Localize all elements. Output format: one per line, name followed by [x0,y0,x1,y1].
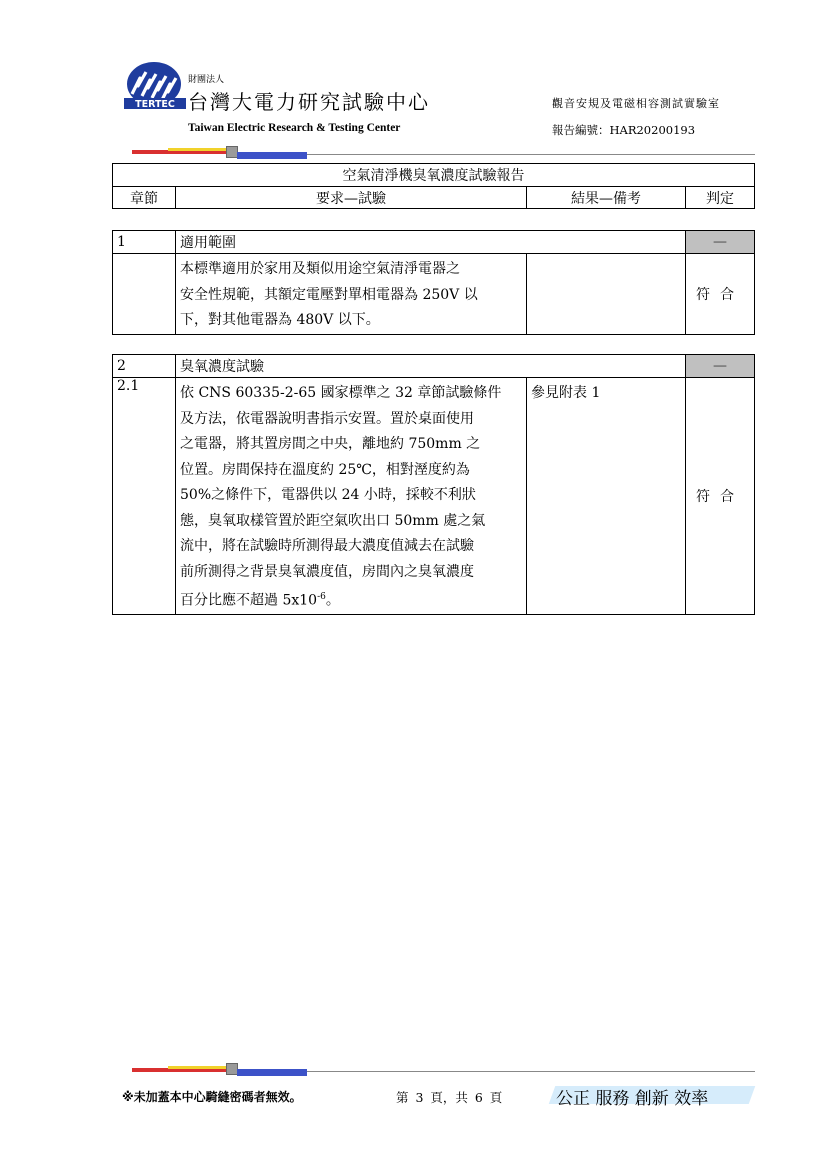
footer-note: ※未加蓋本中心騎縫密碼者無效。 [122,1090,302,1104]
org-label-small: 財團法人 [188,75,225,85]
result-cell [527,254,686,335]
column-header-section: 章節 [113,187,176,209]
text-line: 依 CNS 60335-2-65 國家標準之 32 章節試驗條件 [180,385,502,401]
section-title: 適用範圍 [176,231,686,254]
org-name-chinese: 台灣大電力研究試驗中心 [188,90,430,114]
section-table [112,354,755,615]
section-number: 1 [113,231,176,254]
requirement-text [176,378,527,615]
text-line: 安全性規範，其額定電壓對單相電器為 250V 以 [180,286,478,303]
report-title: 空氣清淨機臭氧濃度試驗報告 [113,164,755,187]
text-line: 及方法，依電器說明書指示安置。置於桌面使用 [180,410,474,427]
text-line: 之電器，將其置房間之中央，離地約 750mm 之 [180,436,481,452]
result-cell: 參見附表 1 [527,378,686,615]
motto: 公正 服務 創新 效率 [556,1089,709,1109]
status-badge: — [686,355,755,378]
logo-text: TERTEC [135,99,175,110]
text-line: 下，對其他電器為 480V 以下。 [180,312,380,328]
limit-text: 百分比應不超過 5x10 [180,592,318,609]
tertec-logo [124,62,188,110]
report-number: 報告編號：HAR20200193 [552,123,696,137]
lab-name: 觀音安規及電磁相容測試實驗室 [552,97,720,110]
verdict-cell: 符合 [686,378,755,615]
section-table [112,230,755,335]
column-header-result: 結果—備考 [527,187,686,209]
text-line: 50%之條件下，電器供以 24 小時，採較不利狀 [180,487,476,503]
text-line: 位置。房間保持在溫度約 25℃，相對溼度約為 [180,461,470,478]
limit-suffix: 。 [325,592,340,609]
text-line: 流中，將在試驗時所測得最大濃度值減去在試驗 [180,538,474,554]
row-number [113,254,176,335]
text-line: 本標準適用於家用及類似用途空氣清淨電器之 [180,261,460,277]
page-number: 第 3 頁，共 6 頁 [396,1090,503,1105]
report-title-table [112,163,755,209]
text-line [180,585,522,614]
column-header-verdict: 判定 [686,187,755,209]
section-number: 2 [113,355,176,378]
requirement-text [176,254,527,335]
verdict-cell: 符合 [686,254,755,335]
text-line: 態，臭氧取樣管置於距空氣吹出口 50mm 處之氣 [180,512,486,529]
limit-exponent: -6 [317,592,326,602]
status-badge: — [686,231,755,254]
section-title: 臭氧濃度試驗 [176,355,686,378]
column-header-requirement: 要求—試驗 [176,187,527,209]
org-name-english: Taiwan Electric Research & Testing Center [188,122,401,134]
text-line: 前所測得之背景臭氧濃度值，房間內之臭氧濃度 [180,563,474,580]
row-number: 2.1 [113,378,176,615]
